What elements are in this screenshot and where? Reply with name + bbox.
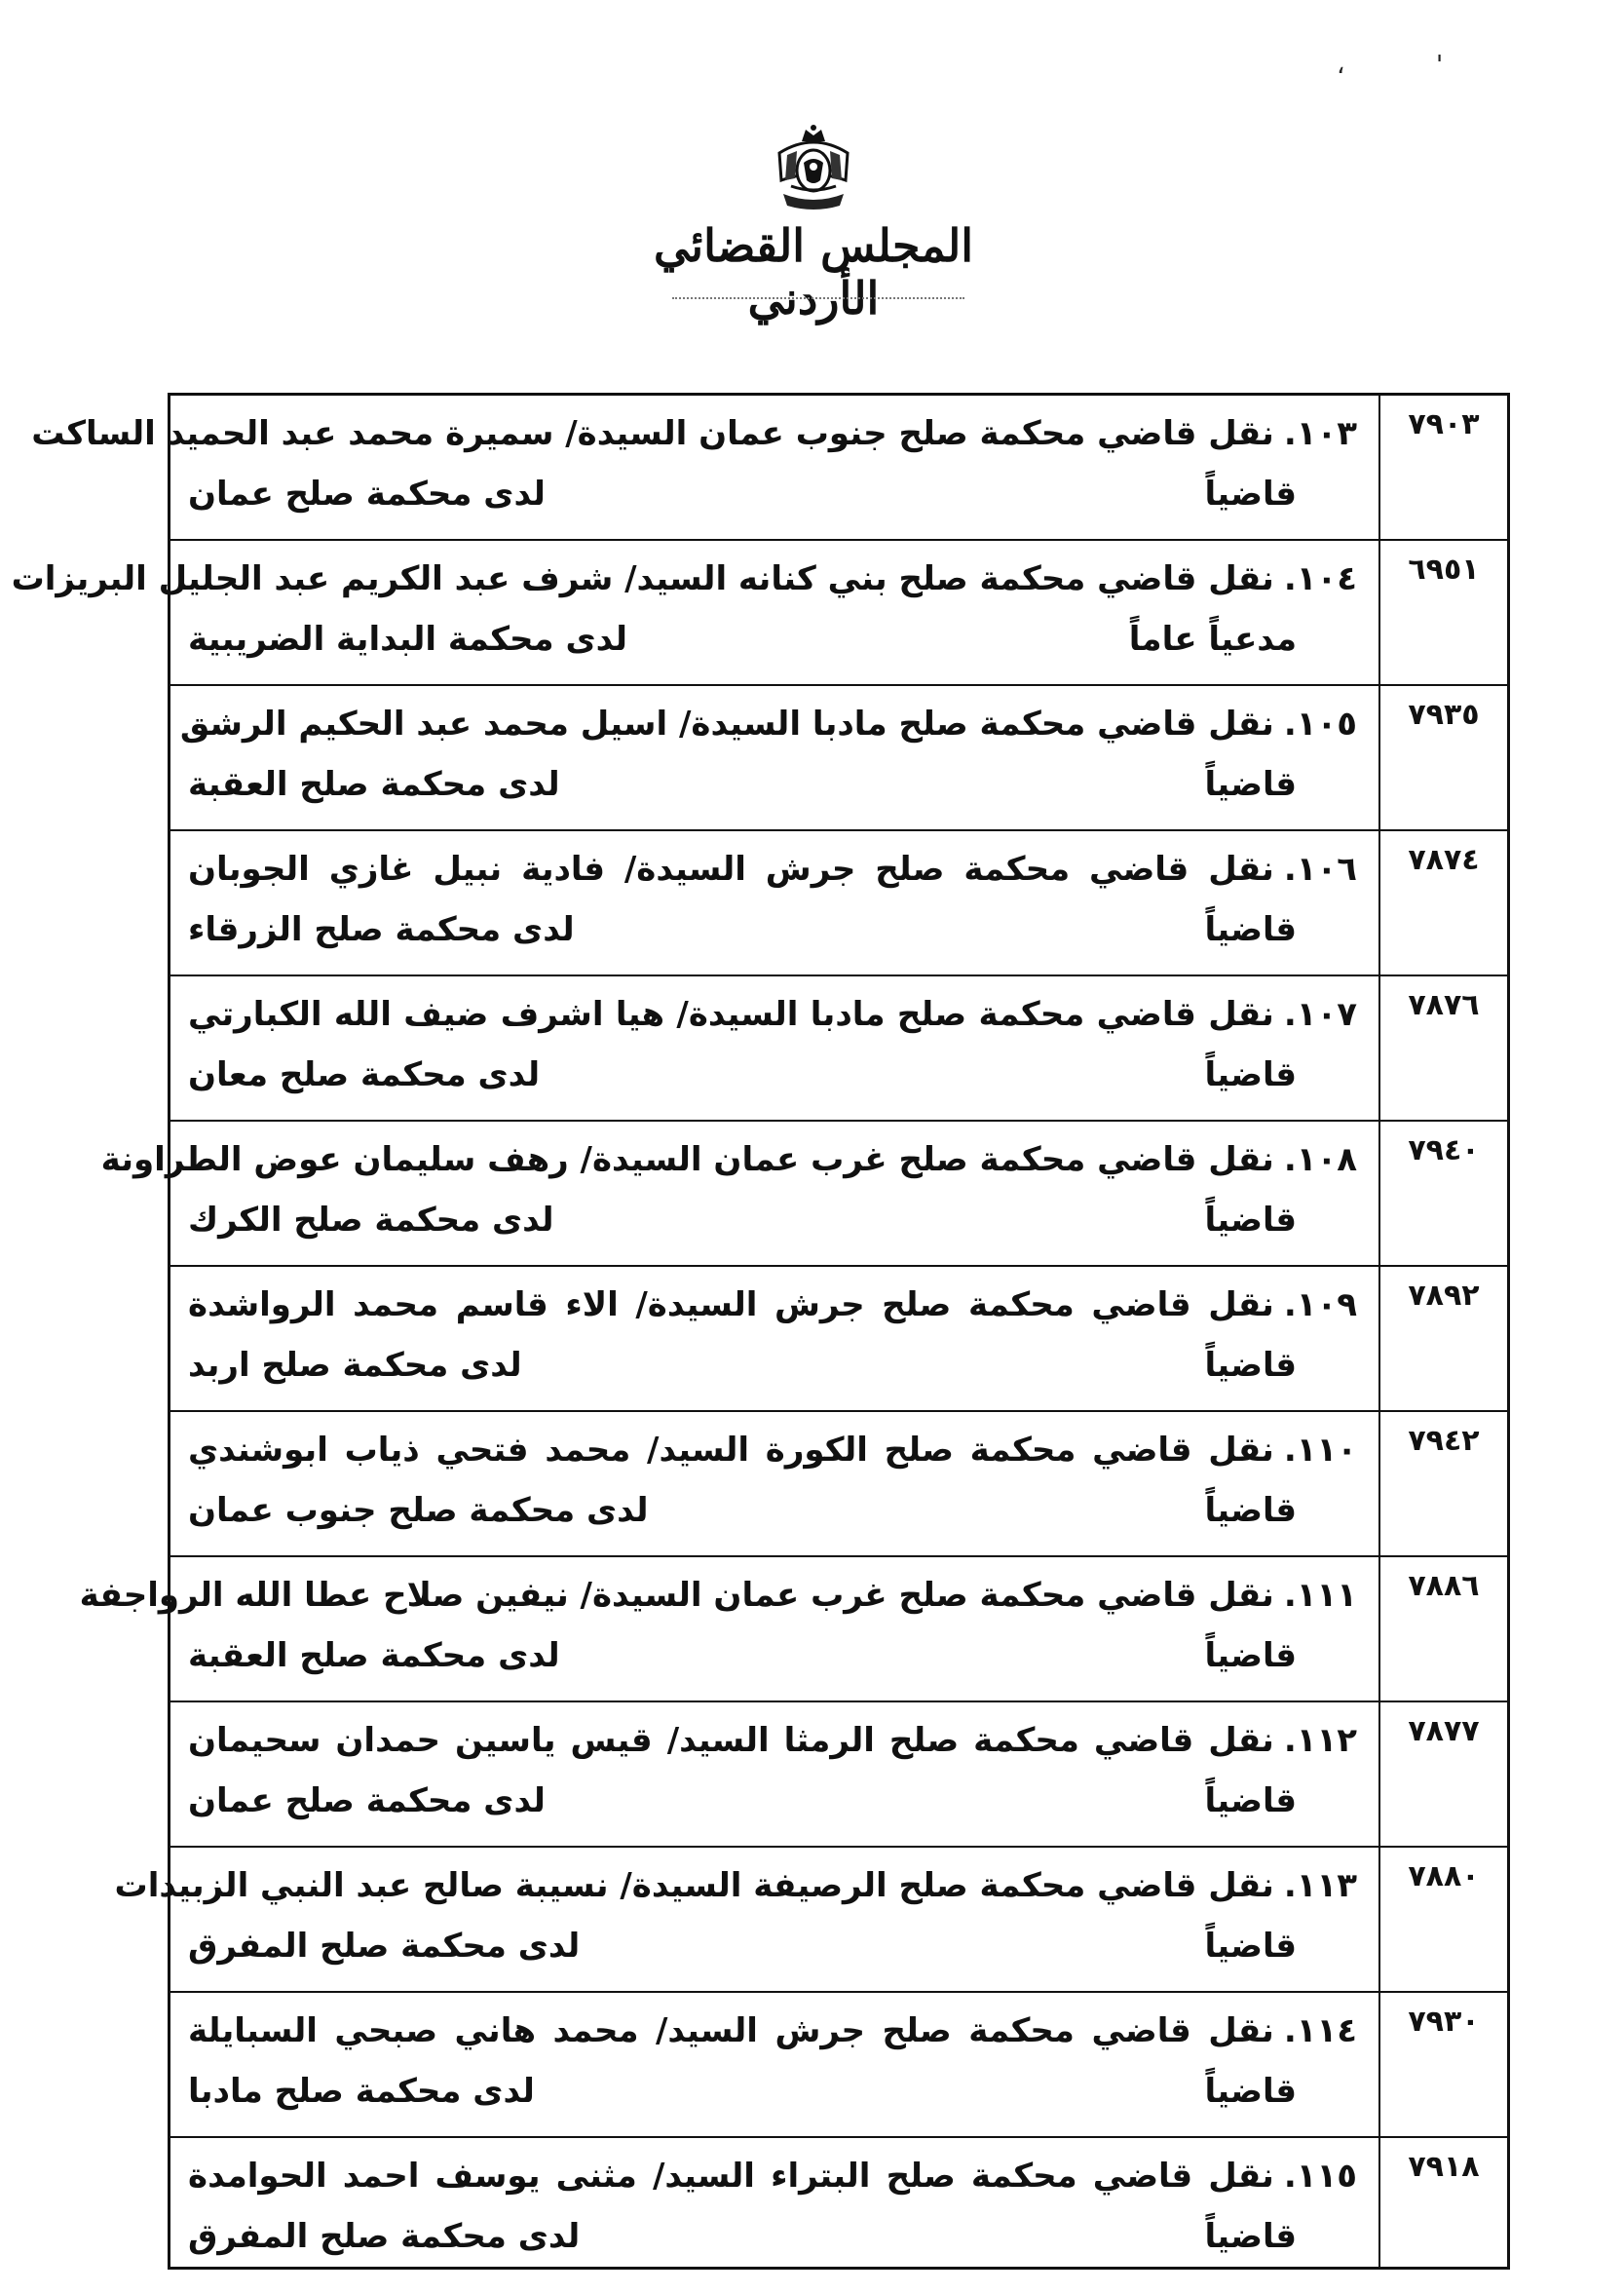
- transfers-table: [11, 393, 1510, 2270]
- item-number: ١٠٦.: [1283, 850, 1357, 889]
- table-row: [170, 395, 1509, 541]
- item-number: ١٠٩.: [1283, 1285, 1357, 1324]
- record-code: ٦٩٥١: [1379, 540, 1509, 685]
- destination-court: لدى محكمة صلح المفرق: [188, 2217, 581, 2256]
- item-number: ١٠٨.: [1283, 1140, 1357, 1179]
- destination-court: لدى محكمة صلح عمان: [188, 1781, 546, 1820]
- new-role: قاضياً: [1204, 910, 1297, 949]
- scan-mark: ': [1436, 51, 1444, 80]
- record-code: ٧٩٣٠: [1379, 1992, 1509, 2137]
- new-role: قاضياً: [1204, 1055, 1297, 1094]
- item-number: ١١٤.: [1283, 2011, 1357, 2050]
- transfer-text: نقل قاضي محكمة صلح الرمثا السيد/ قيس ياسين حمدان سحيمان: [188, 1721, 1274, 1760]
- table-row: [170, 1847, 1509, 1992]
- scan-mark: ،: [1337, 51, 1345, 80]
- item-number: ١٠٣.: [1283, 414, 1357, 453]
- record-code: ٧٩٤٠: [1379, 1121, 1509, 1266]
- new-role: قاضياً: [1204, 475, 1297, 514]
- record-body: [170, 1411, 1380, 1556]
- transfer-text: نقل قاضي محكمة صلح الرصيفة السيدة/ نسيبة صالح عبد النبي الزبيدات: [114, 1866, 1274, 1905]
- transfer-text: نقل قاضي محكمة صلح غرب عمان السيدة/ نيفين صلاح عطا الله الرواجفة: [79, 1576, 1274, 1615]
- destination-court: لدى محكمة صلح الزرقاء: [188, 910, 575, 949]
- record-body: [79, 1556, 1380, 1701]
- record-body: [170, 685, 1380, 830]
- record-code: ٧٩٤٢: [1379, 1411, 1509, 1556]
- item-number: ١٠٧.: [1283, 995, 1357, 1034]
- record-body: [170, 975, 1380, 1121]
- destination-court: لدى محكمة البداية الضريبية: [188, 620, 628, 659]
- table-row: [170, 1266, 1509, 1411]
- record-code: ٧٨٨٦: [1379, 1556, 1509, 1701]
- new-role: قاضياً: [1204, 765, 1297, 804]
- new-role: قاضياً: [1204, 1346, 1297, 1385]
- table-row: [170, 540, 1509, 685]
- transfer-text: نقل قاضي محكمة صلح البتراء السيد/ مثنى يوسف احمد الحوامدة: [188, 2157, 1274, 2196]
- table-row: [170, 1556, 1509, 1701]
- record-code: ٧٨٨٠: [1379, 1847, 1509, 1992]
- destination-court: لدى محكمة صلح عمان: [188, 475, 546, 514]
- transfer-text: نقل قاضي محكمة صلح جنوب عمان السيدة/ سميرة محمد عبد الحميد الساكت: [31, 414, 1274, 453]
- destination-court: لدى محكمة صلح المفرق: [188, 1927, 581, 1966]
- new-role: قاضياً: [1204, 2072, 1297, 2111]
- destination-court: لدى محكمة صلح اربد: [188, 1346, 522, 1385]
- table-row: [170, 1121, 1509, 1266]
- item-number: ١٠٤.: [1283, 559, 1357, 598]
- table-row: [170, 830, 1509, 975]
- transfer-text: نقل قاضي محكمة صلح جرش السيدة/ فادية نبيل غازي الجوبان: [188, 850, 1274, 889]
- item-number: ١١٣.: [1283, 1866, 1357, 1905]
- record-body: [170, 1992, 1380, 2137]
- table-row: [170, 975, 1509, 1121]
- council-name: المجلس القضائي الأردني: [653, 219, 974, 325]
- new-role: قاضياً: [1204, 1201, 1297, 1240]
- table-row: [170, 2137, 1509, 2269]
- record-body: [100, 1121, 1380, 1266]
- destination-court: لدى محكمة صلح العقبة: [188, 1636, 560, 1675]
- record-body: [170, 1266, 1380, 1411]
- transfer-text: نقل قاضي محكمة صلح جرش السيدة/ الاء قاسم محمد الرواشدة: [188, 1285, 1274, 1324]
- item-number: ١١٥.: [1283, 2157, 1357, 2196]
- transfer-text: نقل قاضي محكمة صلح مادبا السيدة/ اسيل محمد عبد الحكيم الرشق: [179, 705, 1274, 744]
- table-row: [170, 1992, 1509, 2137]
- destination-court: لدى محكمة صلح جنوب عمان: [188, 1491, 649, 1530]
- table-row: [170, 1411, 1509, 1556]
- table-row: [170, 685, 1509, 830]
- transfer-text: نقل قاضي محكمة صلح جرش السيد/ محمد هاني صبحي السبايلة: [188, 2011, 1274, 2050]
- record-body: [114, 1847, 1380, 1992]
- record-code: ٧٩١٨: [1379, 2137, 1509, 2269]
- item-number: ١٠٥.: [1283, 705, 1357, 744]
- destination-court: لدى محكمة صلح الكرك: [188, 1201, 554, 1240]
- new-role: قاضياً: [1204, 2217, 1297, 2256]
- destination-court: لدى محكمة صلح العقبة: [188, 765, 560, 804]
- record-code: ٧٨٧٤: [1379, 830, 1509, 975]
- new-role: قاضياً: [1204, 1636, 1297, 1675]
- transfer-text: نقل قاضي محكمة صلح الكورة السيد/ محمد فتحي ذياب ابوشندي: [188, 1431, 1274, 1470]
- transfer-text: نقل قاضي محكمة صلح غرب عمان السيدة/ رهف سليمان عوض الطراونة: [100, 1140, 1274, 1179]
- coat-of-arms-emblem: [770, 122, 857, 219]
- record-code: ٧٨٩٢: [1379, 1266, 1509, 1411]
- item-number: ١١١.: [1283, 1576, 1357, 1615]
- item-number: ١١٢.: [1283, 1721, 1357, 1760]
- transfer-text: نقل قاضي محكمة صلح مادبا السيدة/ هيا اشرف ضيف الله الكبارتي: [188, 995, 1274, 1034]
- new-role: قاضياً: [1204, 1781, 1297, 1820]
- record-body: [11, 540, 1380, 685]
- new-role: مدعياً عاماً: [1128, 620, 1297, 659]
- record-code: ٧٩٣٥: [1379, 685, 1509, 830]
- record-body: [170, 1701, 1380, 1847]
- record-code: ٧٩٠٣: [1379, 395, 1509, 541]
- new-role: قاضياً: [1204, 1491, 1297, 1530]
- transfer-text: نقل قاضي محكمة صلح بني كنانه السيد/ شرف عبد الكريم عبد الجليل البريزات: [11, 559, 1274, 598]
- record-body: [31, 395, 1380, 541]
- record-body: [170, 2137, 1380, 2269]
- record-body: [170, 830, 1380, 975]
- destination-court: لدى محكمة صلح مادبا: [188, 2072, 535, 2111]
- new-role: قاضياً: [1204, 1927, 1297, 1966]
- item-number: ١١٠.: [1283, 1431, 1357, 1470]
- record-code: ٧٨٧٧: [1379, 1701, 1509, 1847]
- header-divider: [672, 297, 964, 299]
- record-code: ٧٨٧٦: [1379, 975, 1509, 1121]
- table-row: [170, 1701, 1509, 1847]
- destination-court: لدى محكمة صلح معان: [188, 1055, 541, 1094]
